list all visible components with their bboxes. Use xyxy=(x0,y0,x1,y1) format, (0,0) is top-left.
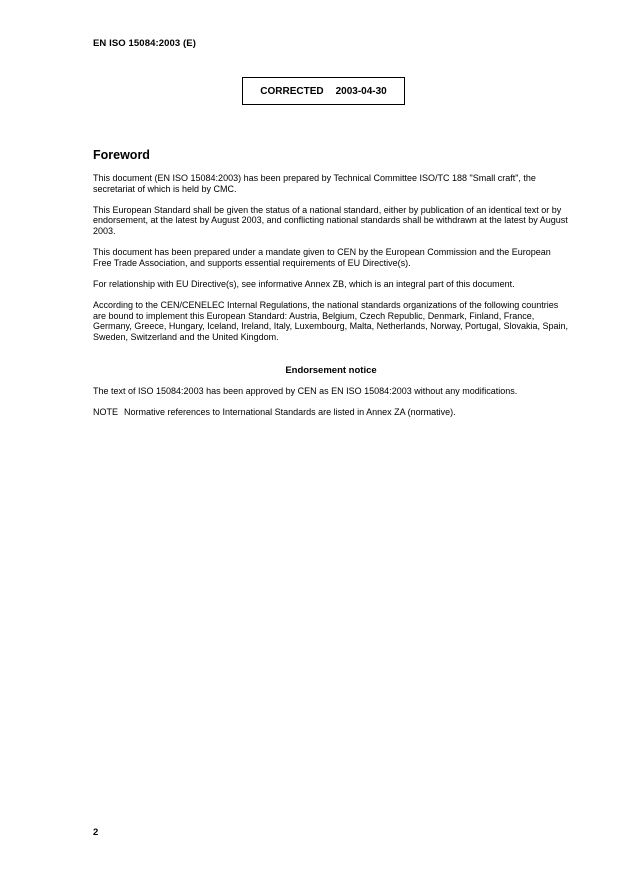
foreword-paragraph-3: This document has been prepared under a mandate given to CEN by the European Commission and the European Free Trade Association, and supports essential requirements of EU Directive(s). xyxy=(93,247,551,268)
note-text: Normative references to International Standards are listed in Annex ZA (normative). xyxy=(124,407,456,418)
document-reference: EN ISO 15084:2003 (E) xyxy=(93,38,196,49)
foreword-paragraph-5: According to the CEN/CENELEC Internal Regulations, the national standards organizations of the following countries are bound to implement this European Standard: Austria, Belgium, Czech Republic, Denmark, Finland, France, Germany, Greece, Hungary, Iceland, Ireland, Italy, Luxembourg, Malta, Netherlands, Norway, Portugal, Slovakia, Spain, Sweden, Switzerland and the United Kingdom. xyxy=(93,300,569,342)
foreword-paragraph-4: For relationship with EU Directive(s), see informative Annex ZB, which is an integral part of this document. xyxy=(93,278,515,289)
corrected-label: CORRECTED xyxy=(260,85,324,97)
page-number: 2 xyxy=(93,827,99,838)
normative-note xyxy=(93,407,569,418)
foreword-paragraph-1: This document (EN ISO 15084:2003) has been prepared by Technical Committee ISO/TC 188 "Small craft", the secretariat of which is held by CMC. xyxy=(93,173,536,194)
note-label: NOTE xyxy=(93,407,119,418)
document-body xyxy=(93,148,569,428)
foreword-heading: Foreword xyxy=(93,148,150,162)
corrected-date: 2003-04-30 xyxy=(335,85,387,97)
corrected-stamp xyxy=(242,77,405,105)
foreword-paragraph-2: This European Standard shall be given the status of a national standard, either by publication of an identical text or by endorsement, at the latest by August 2003, and conflicting national standards shall be withdrawn at the latest by August 2003. xyxy=(93,204,568,236)
endorsement-heading: Endorsement notice xyxy=(285,364,377,376)
endorsement-paragraph: The text of ISO 15084:2003 has been approved by CEN as EN ISO 15084:2003 without any modifications. xyxy=(93,386,518,397)
